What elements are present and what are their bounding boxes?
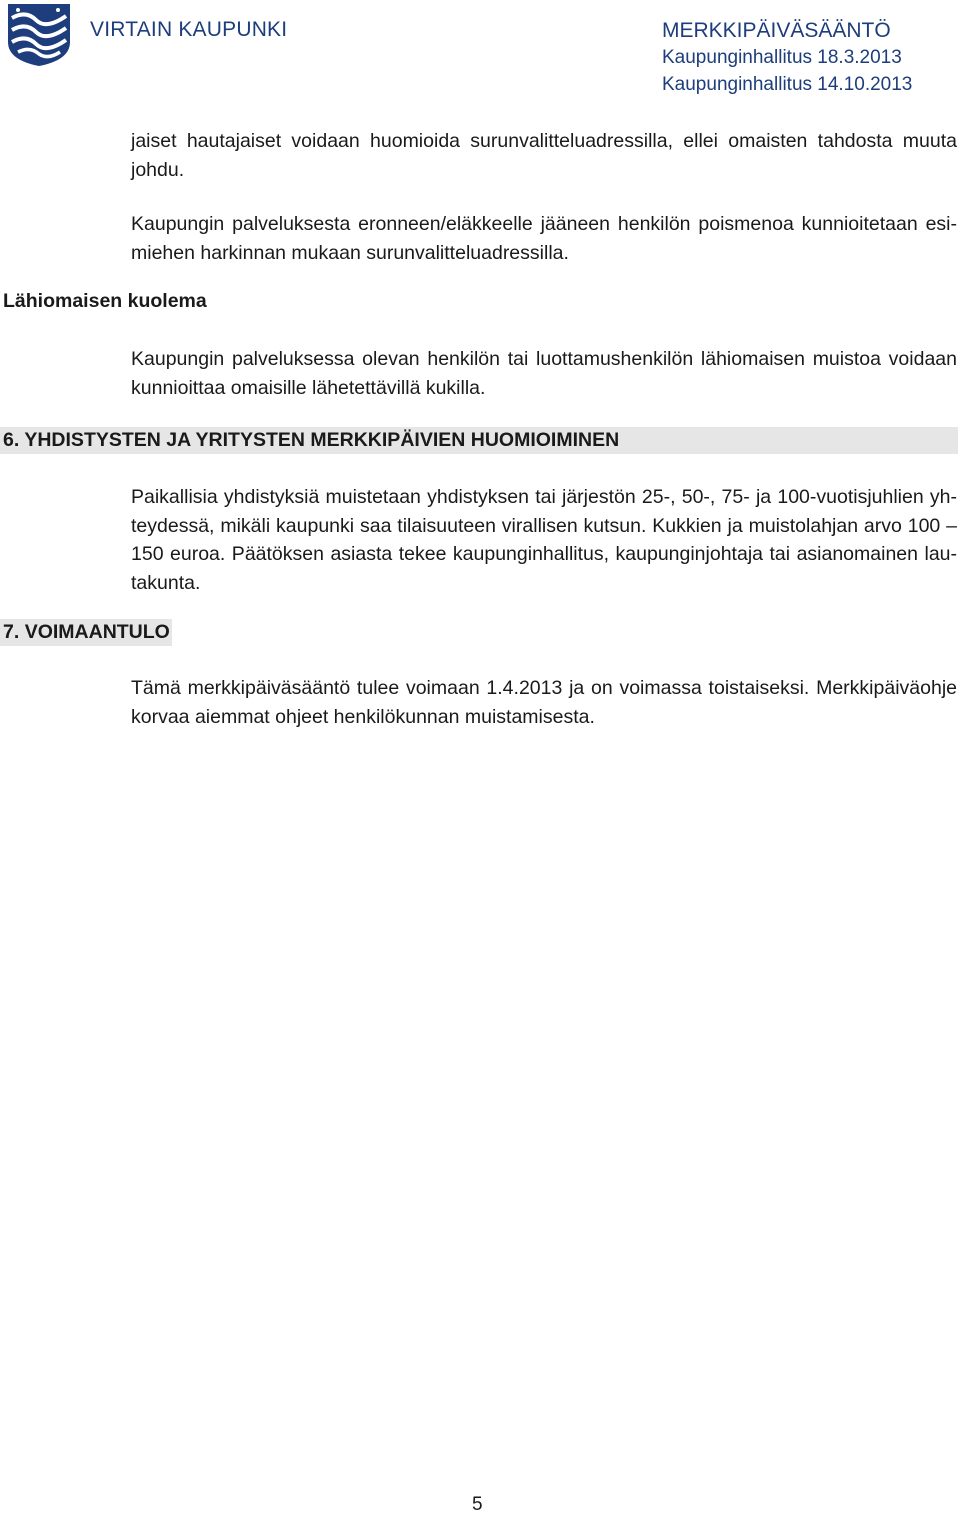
- document-title: MERKKIPÄIVÄSÄÄNTÖ: [662, 19, 891, 42]
- page-number: 5: [472, 1494, 483, 1515]
- approval-date-1: Kaupunginhallitus 18.3.2013: [662, 47, 902, 68]
- paragraph-line: takunta.: [131, 571, 201, 594]
- paragraph-line: 150 euroa. Päätöksen asiasta tekee kaupunginhallitus, kaupunginjohtaja tai asianomainen lau-: [131, 543, 957, 565]
- paragraph-line: teydessä, mikäli kaupunki saa tilaisuuteen virallisen kutsun. Kukkien ja muistolahjan arvo 100 –: [131, 514, 957, 537]
- paragraph-funerals: [131, 127, 957, 184]
- paragraph-line: Paikallisia yhdistyksiä muistetaan yhdistyksen tai järjestön 25-, 50-, 75- ja 100-vuotisjuhlien yh-: [131, 486, 957, 508]
- section-title: YHDISTYSTEN JA YRITYSTEN MERKKIPÄIVIEN HUOMIOIMINEN: [24, 429, 620, 451]
- paragraph-line: Tämä merkkipäiväsääntö tulee voimaan 1.4.2013 ja on voimassa toistaiseksi. Merkkipäiväohje: [131, 677, 957, 699]
- paragraph-line: kunnioittaa omaisille lähetettävillä kukilla.: [131, 376, 486, 399]
- section-heading-7: [0, 619, 172, 646]
- paragraph-effective-date: [131, 674, 957, 731]
- paragraph-line: jaiset hautajaiset voidaan huomioida surunvalitteluadressilla, ellei omaisten tahdosta muuta: [131, 130, 957, 152]
- section-number: 7.: [3, 621, 20, 643]
- approval-date-2: Kaupunginhallitus 14.10.2013: [662, 74, 913, 95]
- paragraph-line: Kaupungin palveluksesta eronneen/eläkkeelle jääneen henkilön poismenoa kunnioitetaan esi-: [131, 213, 957, 235]
- side-label-relative-death: Lähiomaisen kuolema: [3, 290, 207, 312]
- paragraph-associations: [131, 483, 957, 597]
- section-heading-6: [0, 427, 958, 454]
- document-header: [662, 18, 912, 98]
- paragraph-relative-death: [131, 345, 957, 402]
- paragraph-line: johdu.: [131, 158, 185, 181]
- paragraph-line: miehen harkinnan mukaan surunvalitteluadressilla.: [131, 241, 569, 264]
- city-coat-of-arms-icon: [6, 2, 72, 68]
- section-number: 6.: [3, 429, 20, 451]
- paragraph-retired-employee: [131, 210, 957, 267]
- paragraph-line: korvaa aiemmat ohjeet henkilökunnan muistamisesta.: [131, 705, 595, 728]
- paragraph-line: Kaupungin palveluksessa olevan henkilön tai luottamushenkilön lähiomaisen muistoa voidaan: [131, 348, 957, 370]
- section-title: VOIMAANTULO: [24, 621, 170, 643]
- organization-name: VIRTAIN KAUPUNKI: [90, 18, 288, 41]
